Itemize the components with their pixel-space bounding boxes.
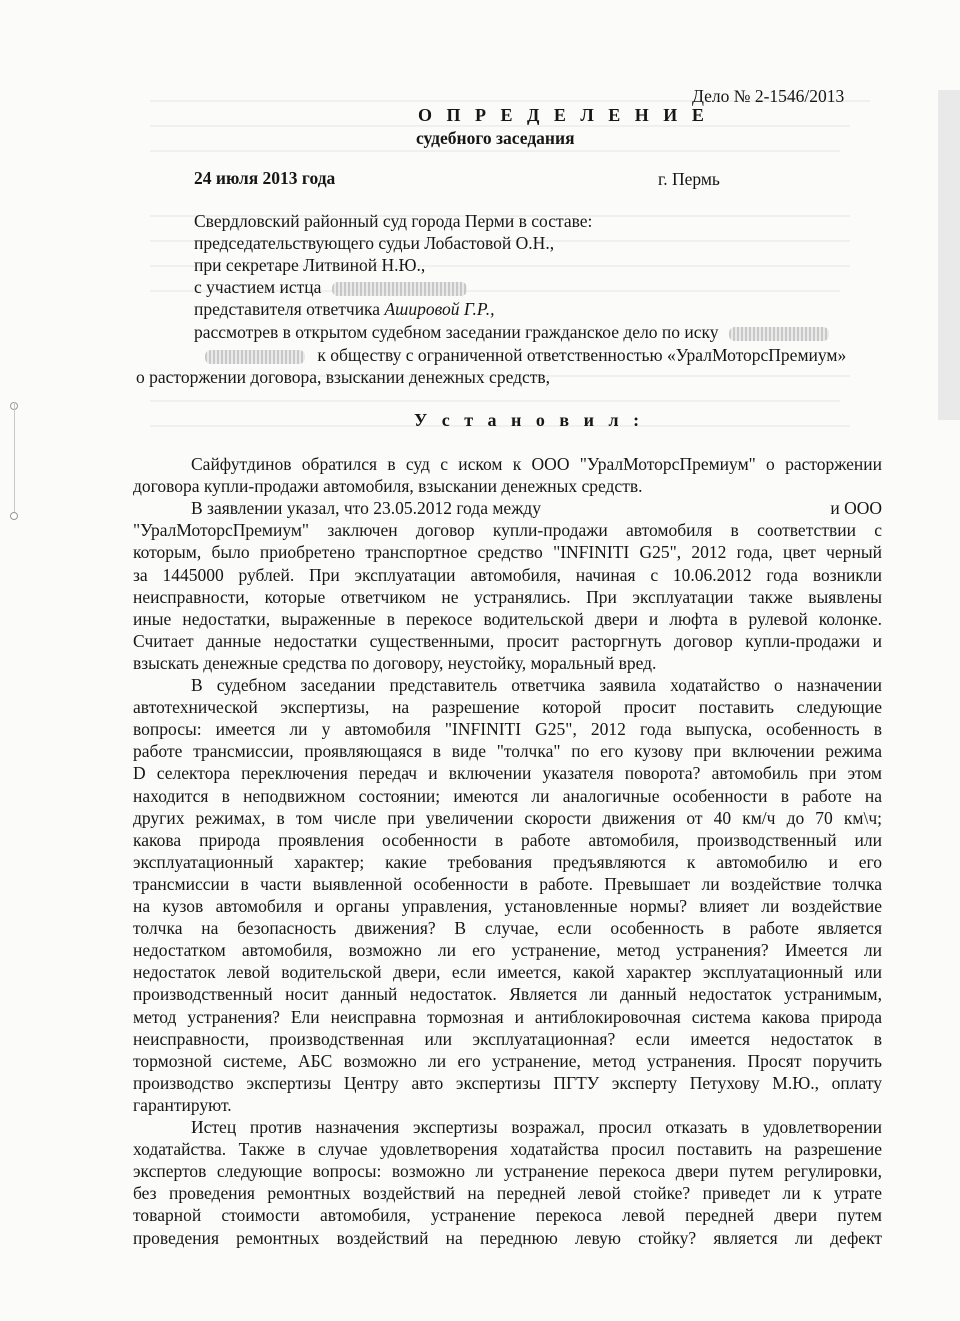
- body-line: гарантируют.: [133, 1095, 232, 1115]
- body-line: неисправности, производственная или эксплуатационная? если имеется недостаток в: [133, 1029, 882, 1049]
- section-heading: У с т а н о в и л :: [414, 410, 645, 430]
- intro-defendant-text: к обществу с ограниченной ответственностью «УралМоторсПремиум»: [317, 345, 847, 365]
- redacted-name: [205, 350, 305, 364]
- binding-thread: [14, 402, 15, 520]
- body-line: трансмиссии в части выявленной особенности в работе. Превышает ли воздействие толчка: [133, 874, 882, 894]
- body-line: взыскать денежные средства по договору, неустойку, моральный вред.: [133, 653, 657, 673]
- body-line: производственный носит данный недостаток. Является ли данный недостаток устранимым,: [133, 984, 882, 1004]
- body-line: какова природа проявления особенности в работе автомобиля, производственный или: [133, 830, 882, 850]
- intro-plaintiff: [194, 277, 467, 297]
- intro-defendant: [205, 345, 846, 365]
- intro-subject: о расторжении договора, взыскании денежных средств,: [136, 367, 551, 387]
- body-line: других режимах, в том числе при увеличении скорости движения от 40 км/ч до 70 км\ч;: [133, 808, 882, 828]
- body-line: автотехнической экспертизы, на разрешение которой просит поставить следующие: [133, 697, 882, 717]
- binding-hole-bottom: [10, 512, 18, 520]
- body-line: недостатком автомобиля, возможно ли его устранение, метод устранения? Имеется ли: [133, 940, 882, 960]
- body-line: проведения ремонтных воздействий на переднюю левую стойку? является ли дефект: [133, 1228, 882, 1248]
- body-line: находится в неподвижном состоянии; имеются ли аналогичные особенности в работе на: [133, 786, 882, 806]
- body-line: Сайфутдинов обратился в суд с иском к ООО "УралМоторсПремиум" о расторжении: [191, 454, 882, 474]
- intro-secretary: при секретаре Литвиной Н.Ю.,: [194, 255, 426, 275]
- body-line: договора купли-продажи автомобиля, взыскании денежных средств.: [133, 476, 643, 496]
- body-line: которым, было приобретено транспортное средство "INFINITI G25", 2012 года, цвет черный: [133, 542, 882, 562]
- intro-plaintiff-label: с участием истца: [194, 277, 322, 297]
- body-line: неисправности, которые ответчиком не устранялись. При эксплуатации также выявлены: [133, 587, 882, 607]
- body-line: толчка на безопасность движения? В случае, если особенность в работе является: [133, 918, 882, 938]
- body-line: D селектора переключения передач и включении указателя поворота? автомобиль при этом: [133, 763, 882, 783]
- body-line: эксплуатационный характер; какие требования предъявляются к автомобилю и его: [133, 852, 882, 872]
- body-line: недостаток левой водительской двери, если имеется, какой характер эксплуатационный или: [133, 962, 882, 982]
- body-line: за 1445000 рублей. При эксплуатации автомобиля, начиная с 10.06.2012 года возникли: [133, 565, 882, 585]
- body-line: иные недостатки, выраженные в перекосе водительской двери и люфта в рулевой колонке.: [133, 609, 882, 629]
- body-line: экспертов следующие вопросы: возможно ли устранение перекоса двери путем регулировки,: [133, 1161, 882, 1181]
- defendant-rep-name: Ашировой Г.Р.,: [384, 299, 495, 319]
- body-line: без проведения ремонтных воздействий на передней левой стойке? приведет ли к утрате: [133, 1183, 882, 1203]
- redacted-name: [332, 282, 467, 296]
- intro-case-description-text: рассмотрев в открытом судебном заседании гражданское дело по иску: [194, 322, 719, 342]
- document-date: 24 июля 2013 года: [194, 168, 336, 188]
- intro-court: Свердловский районный суд города Перми в составе:: [194, 211, 593, 231]
- intro-defendant-rep: [194, 299, 495, 319]
- intro-case-description: [194, 322, 829, 342]
- body-line: товарной стоимости автомобиля, устранение перекоса левой передней двери путем: [133, 1205, 882, 1225]
- body-line: ходатайства. Также в случае удовлетворения ходатайства просил поставить на разрешение: [133, 1139, 882, 1159]
- body-line: тормозной системе, АБС возможно ли его устранение, метод устранения. Просят поручить: [133, 1051, 882, 1071]
- redacted-name: [729, 327, 829, 341]
- body-line: В судебном заседании представитель ответчика заявила ходатайство о назначении: [191, 675, 882, 695]
- scan-edge-shadow: [938, 90, 960, 420]
- body-line: производство экспертизы Центру авто экспертизы ПГТУ эксперту Петухову М.Ю., оплату: [133, 1073, 882, 1093]
- document-city: г. Пермь: [658, 169, 720, 189]
- body-line: работе трансмиссии, проявляющаяся в виде "толчка" по его кузову при включении режима: [133, 741, 882, 761]
- body-line: Истец против назначения экспертизы возражал, просил отказать в удовлетворении: [191, 1117, 882, 1137]
- body-line-tail: и ООО: [830, 498, 882, 518]
- document-title: О П Р Е Д Е Л Е Н И Е: [418, 105, 709, 125]
- body-line: "УралМоторсПремиум" заключен договор купли-продажи автомобиля в соответствии с: [133, 520, 882, 540]
- intro-judge: председательствующего судьи Лобастовой О.Н.,: [194, 233, 555, 253]
- case-number: Дело № 2-1546/2013: [692, 86, 845, 106]
- body-line: Считает данные недостатки существенными, просит расторгнуть договор купли-продажи и: [133, 631, 882, 651]
- document-subtitle: судебного заседания: [416, 128, 575, 148]
- intro-defendant-rep-label: представителя ответчика: [194, 299, 381, 319]
- body-line: метод устранения? Ели неисправна тормозная и антиблокировочная система какова природа: [133, 1007, 882, 1027]
- body-line: на кузов автомобиля и органы управления, установленные нормы? влияет ли воздействие: [133, 896, 882, 916]
- body-line: [191, 498, 882, 518]
- body-line: вопросы: имеется ли у автомобиля "INFINITI G25", 2012 года выпуска, особенность в: [133, 719, 882, 739]
- body-line-text: В заявлении указал, что 23.05.2012 года между: [191, 498, 541, 518]
